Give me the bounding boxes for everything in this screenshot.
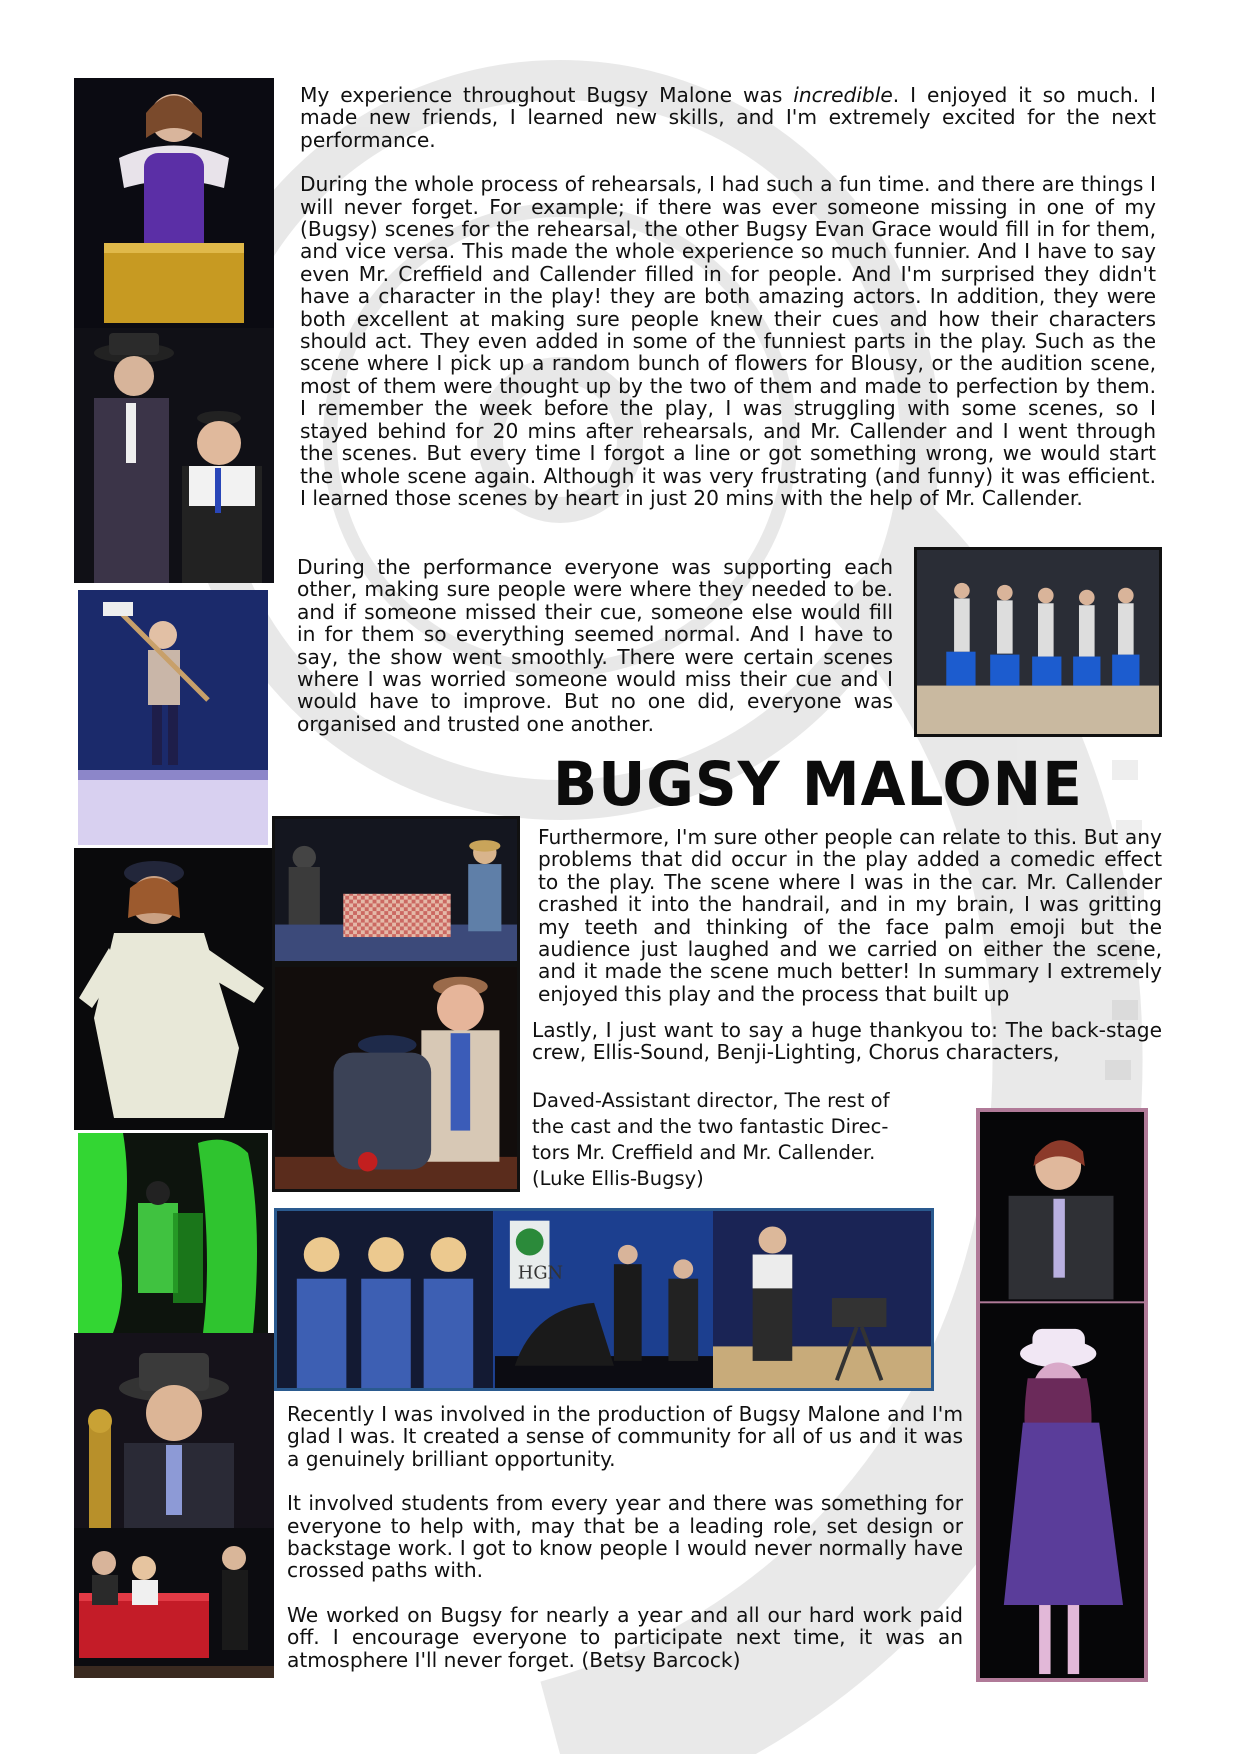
author-signature: (Luke Ellis-Bugsy)	[532, 1167, 704, 1190]
photo-actor-white-coat	[74, 848, 274, 1130]
article1-emphasis: incredible	[793, 83, 893, 107]
article2-paragraph-2: It involved students from every year and there was something for everyone to help with, may that be a leading role, set design or backstage work. I got to know people I would never normally have crossed paths with.	[287, 1491, 963, 1583]
article1-paragraph-4: Furthermore, I'm sure other people can relate to this. But any problems that did occur in the play added a comedic effect to the play. The scene where I was in the car. Mr. Callender crashed it into the handrail, and in my brain, I was gritting my teeth and thinking of the face palm emoji but the audience just laughed and we carried on either the scene, and it made the scene much better! In summary I extremely enjoyed this play and the process that built up	[538, 825, 1162, 1006]
photo-table-scene-red	[74, 1528, 274, 1678]
article1-paragraph-3: During the performance everyone was supporting each other, making sure people were where they needed to be. and if someone missed their cue, someone else would fill in for them so everything seemed normal. And I have to say, the show went smoothly. There were certain scenes where I was worried someone would miss their cue and I would have to improve. But no one did, everyone was organised and trusted one another.	[297, 555, 893, 736]
article1-paragraph-5: Lastly, I just want to say a huge thankyou to: The back-stage crew, Ellis-Sound, Benji-Lighting, Chorus characters,	[532, 1018, 1162, 1065]
photo-dancer-with-mop	[78, 590, 268, 845]
article2-paragraph-3: We worked on Bugsy for nearly a year and all our hard work paid off. I encourage everyone to participate next time, it was an atmosphere I'll never forget. (Betsy Barcock)	[287, 1602, 963, 1672]
photo-dancers-on-chairs	[914, 547, 1162, 737]
thanks-line-3: tors Mr. Creffield and Mr. Callender.	[532, 1141, 876, 1164]
article2-paragraph-1: Recently I was involved in the production of Bugsy Malone and I'm glad I was. It created a sense of community for all of us and it was a genuinely brilliant opportunity.	[287, 1402, 963, 1471]
thanks-line-1: Daved-Assistant director, The rest of	[532, 1089, 890, 1112]
photo-sign-text: HGN	[517, 1263, 564, 1284]
article1-paragraph-1: My experience throughout Bugsy Malone was incredible. I enjoyed it so much. I made new friends, I learned new skills, and I'm extremely excited for the next performance.	[300, 83, 1156, 152]
article1-thanks	[532, 1088, 952, 1192]
photo-two-actors-hats	[74, 328, 274, 583]
photo-actors-tall-right	[976, 1108, 1148, 1682]
page-title: BUGSY MALONE	[553, 748, 1083, 820]
photo-singer-at-table	[74, 78, 274, 328]
thanks-line-2: the cast and the two fantastic Direc-	[532, 1115, 889, 1138]
photo-policeman-scene	[272, 964, 520, 1192]
article2	[287, 1403, 963, 1671]
photo-green-scenery	[78, 1133, 268, 1333]
photo-table-scene-checked	[272, 816, 520, 964]
article1-paragraph-2: During the whole process of rehearsals, I had such a fun time. and there are things I will never forget. For example; if there was ever someone missing in one of my (Bugsy) scenes for the rehearsal, the other Bugsy Evan Grace would fill in for them, and vice versa. This made the whole experience so much funnier. And I have to say even Mr. Creffield and Callender filled in for people. And I'm surprised they didn't have a character in the play! they are both amazing actors. In addition, they were both excellent at making sure people knew their cues and how their characters should act. They even added in some of the funniest parts in the play. Such as the scene where I pick up a random bunch of flowers for Blousy, or the audition scene, most of them were thought up by the two of them and made to perfection by them. I remember the week before the play, I was struggling with some scenes, so I stayed behind for 20 mins after rehearsals, and Mr. Callender and I went through the scenes. But every time I forgot a line or got something wrong, we would start the whole scene again. Although it was very frustrating (and funny) it was efficient. I learned those scenes by heart in just 20 mins with the help of Mr. Callender.	[300, 172, 1156, 510]
photo-strip-three-scenes	[274, 1208, 934, 1391]
article1-intro	[300, 84, 1156, 509]
photo-actor-on-phone	[74, 1333, 274, 1528]
